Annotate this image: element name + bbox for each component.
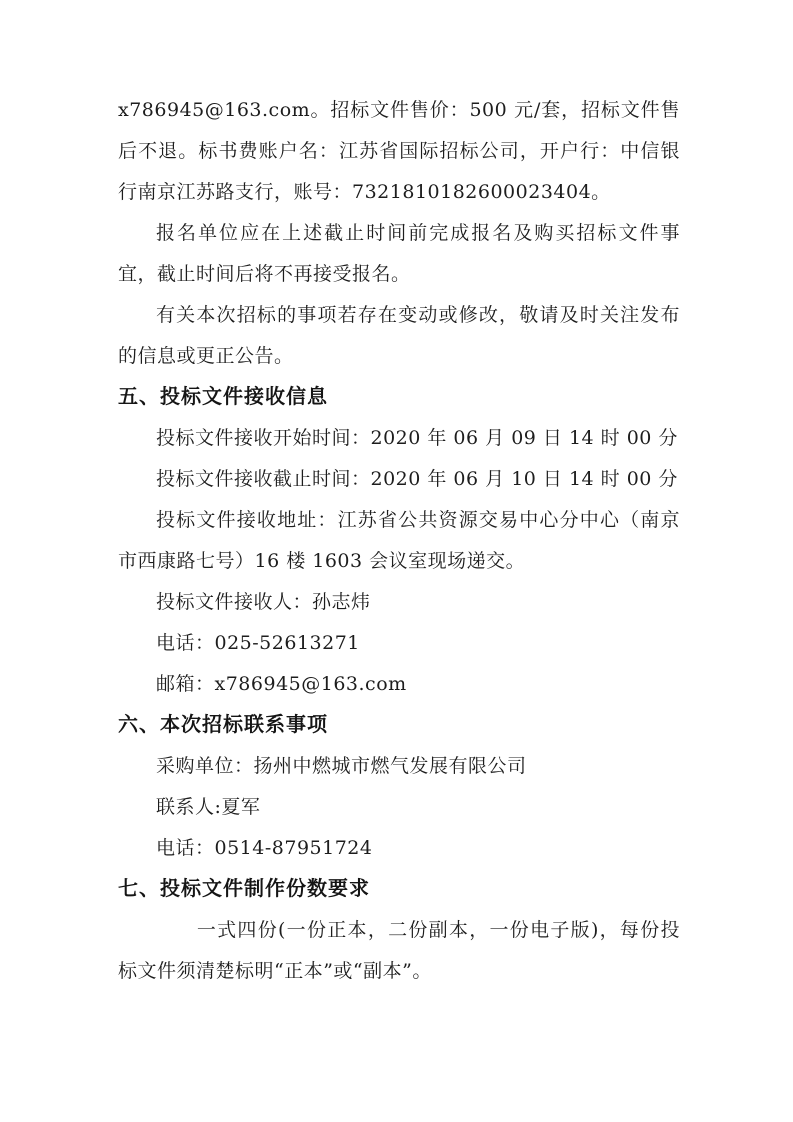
line-contact-phone: 电话：0514-87951724 xyxy=(156,837,373,859)
para-change-or-correction-notice: 有关本次招标的事项若存在变动或修改，敬请及时关注发布的信息或更正公告。 xyxy=(118,304,680,367)
line-receiver-email: 邮箱：x786945@163.com xyxy=(156,673,407,695)
line-bid-receive-end-time: 投标文件接收截止时间：2020 年 06 月 10 日 14 时 00 分 xyxy=(156,468,678,490)
line-contact-person: 联系人:夏军 xyxy=(156,796,261,818)
para-copies-requirement: 一式四份(一份正本，二份副本，一份电子版)，每份投标文件须清楚标明“正本”或“副本”。 xyxy=(118,919,680,982)
line-receiver-phone: 电话：025-52613271 xyxy=(156,632,360,654)
line-bid-receive-start-time: 投标文件接收开始时间：2020 年 06 月 09 日 14 时 00 分 xyxy=(156,427,678,449)
heading-section-5-bid-receipt-info: 五、投标文件接收信息 xyxy=(118,386,328,408)
para-bid-document-price-and-bank-account: x786945@163.com。招标文件售价：500 元/套，招标文件售后不退。标书费账户名：江苏省国际招标公司，开户行：中信银行南京江苏路支行，账号：7321810182600023404。 xyxy=(118,99,680,203)
line-purchasing-unit: 采购单位：扬州中燃城市燃气发展有限公司 xyxy=(156,755,527,777)
para-registration-deadline-notice: 报名单位应在上述截止时间前完成报名及购买招标文件事宜，截止时间后将不再接受报名。 xyxy=(118,222,680,285)
heading-section-7-copies-requirement: 七、投标文件制作份数要求 xyxy=(118,878,370,900)
heading-section-6-contact-matters: 六、本次招标联系事项 xyxy=(118,714,328,736)
line-bid-receiver-name: 投标文件接收人：孙志炜 xyxy=(156,591,371,613)
para-bid-receive-address: 投标文件接收地址：江苏省公共资源交易中心分中心（南京市西康路七号）16 楼 1603 会议室现场递交。 xyxy=(118,509,680,572)
